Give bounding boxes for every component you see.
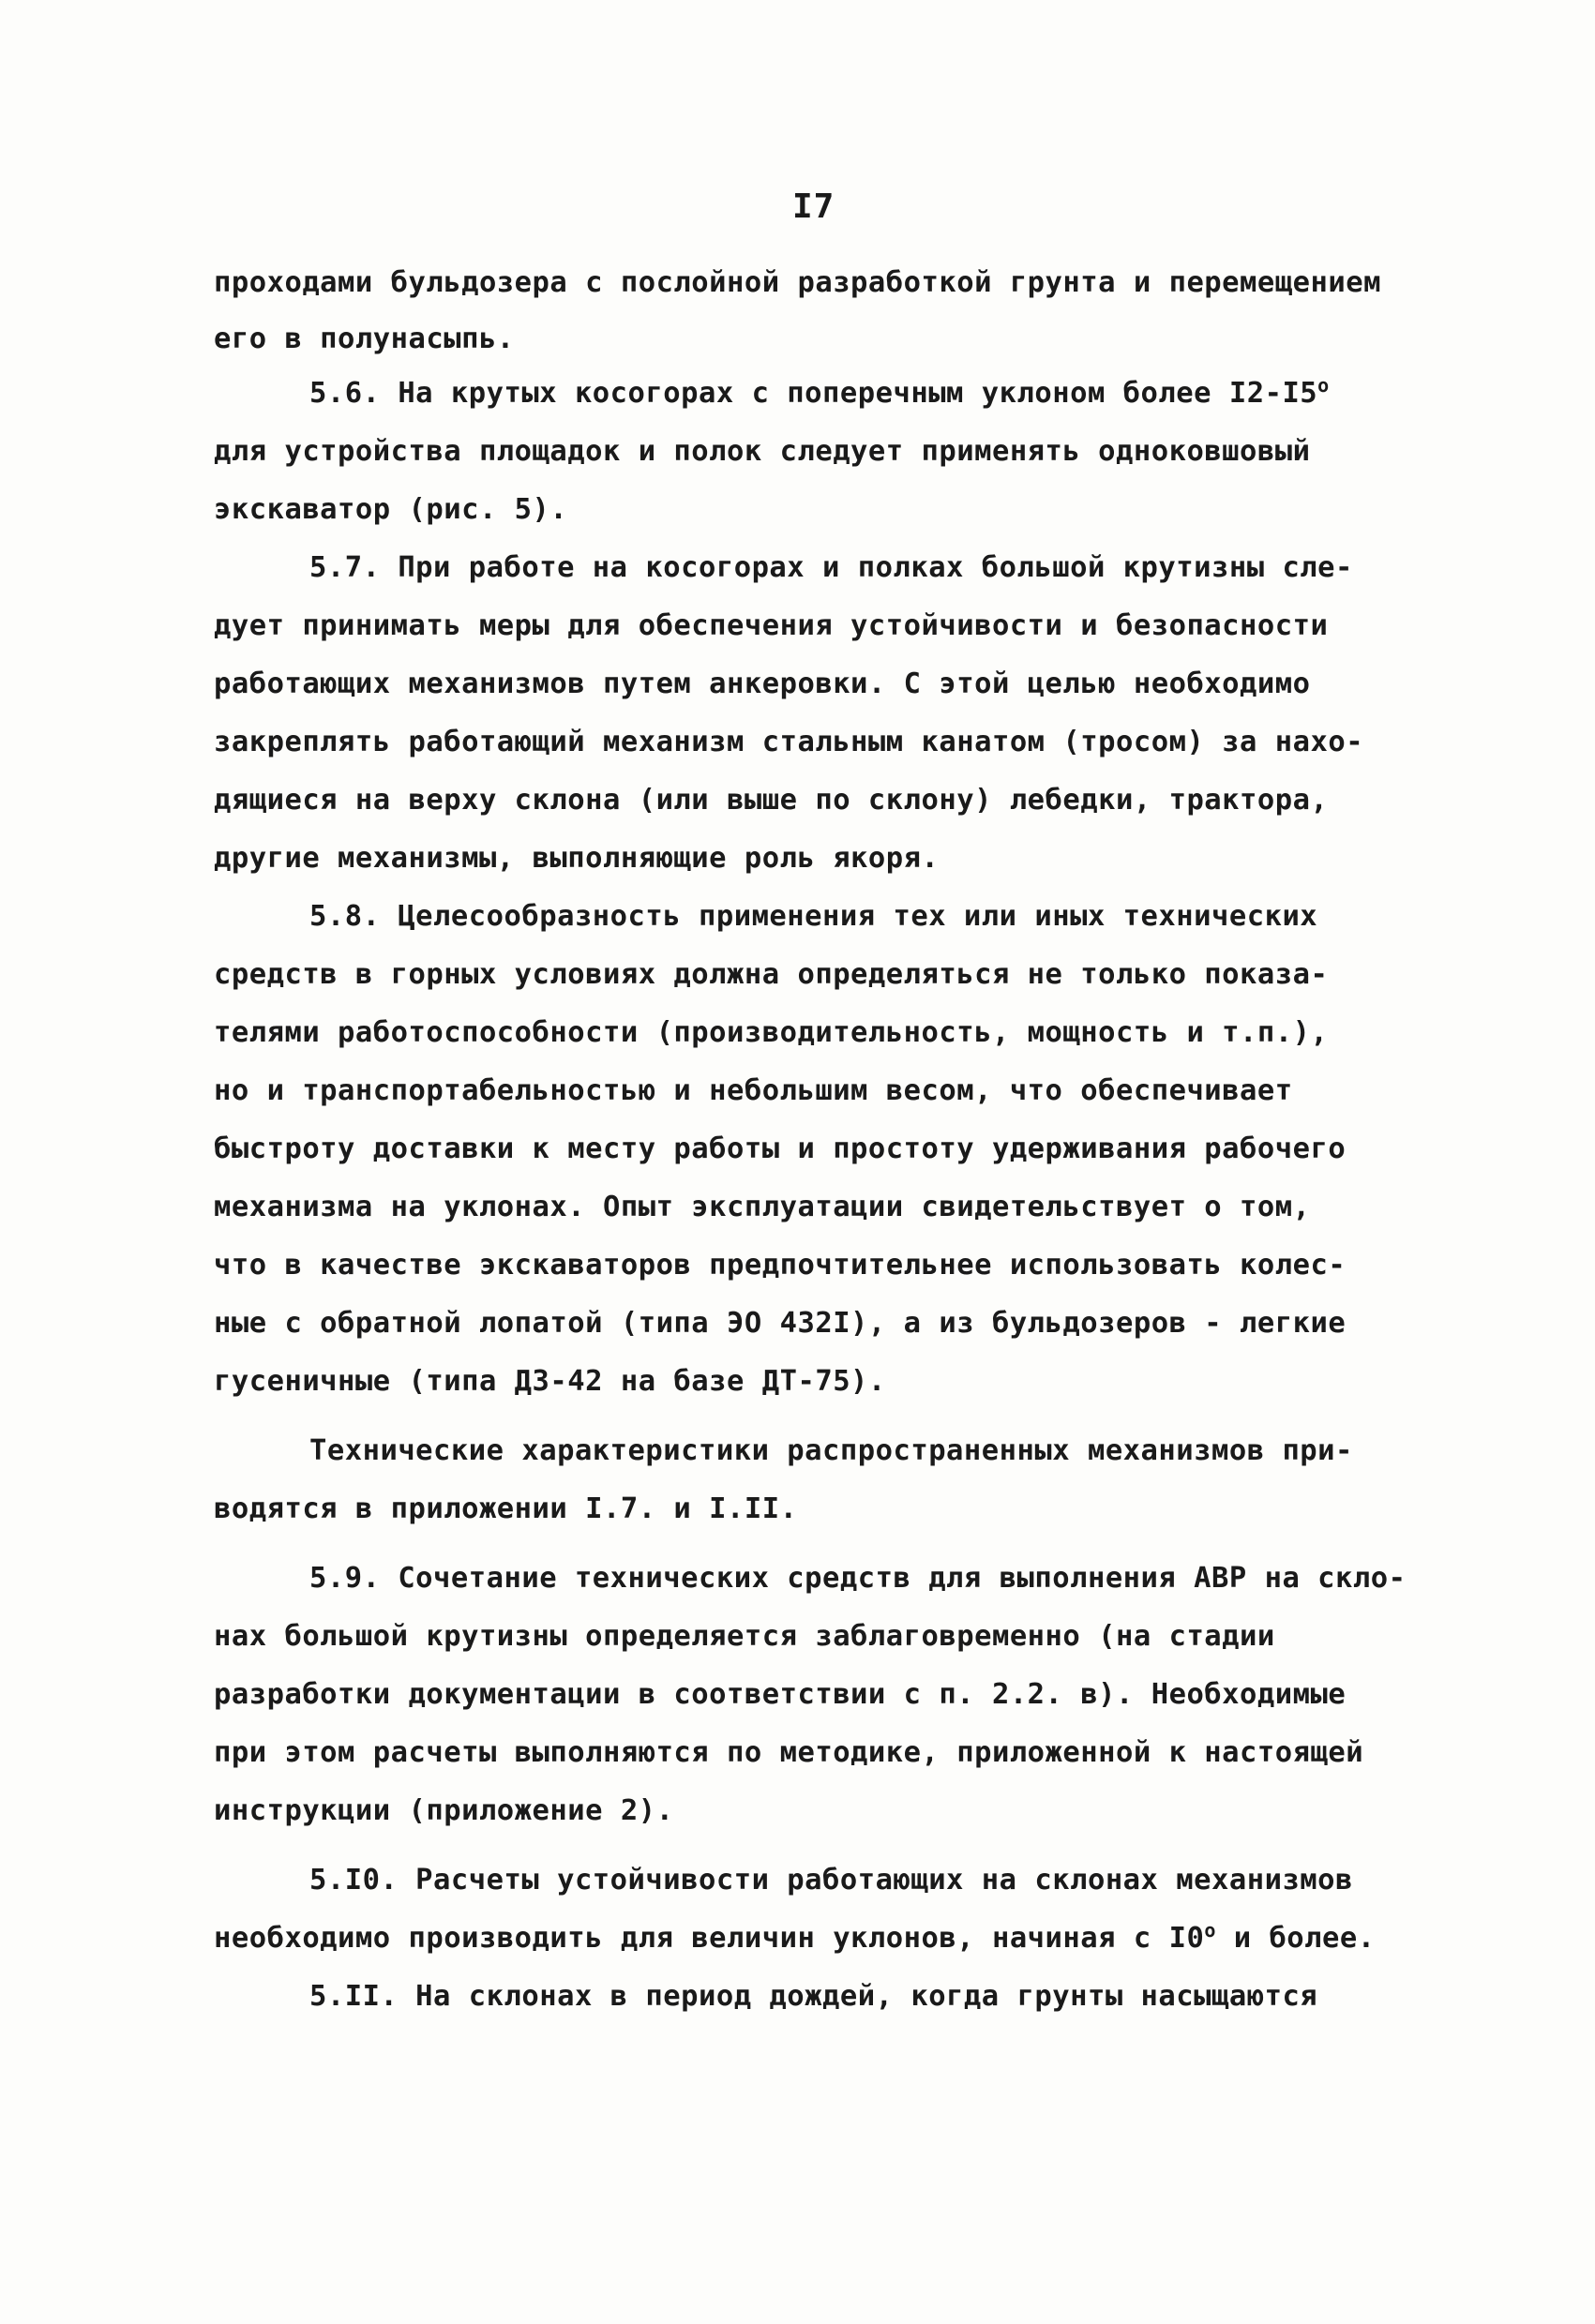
page-number: I7 [792, 187, 835, 226]
text-line: водятся в приложении I.7. и I.II. [214, 1492, 798, 1525]
text-line: телями работоспособности (производительность, мощность и т.п.), [214, 1016, 1329, 1049]
text-line: необходимо производить для величин уклонов, начиная с I0 [214, 1922, 1205, 1955]
text-line: гусеничные (типа ДЗ-42 на базе ДТ-75). [214, 1365, 886, 1398]
text-line: 5.6. На крутых косогорах с поперечным уклоном более I2-I5 [309, 377, 1318, 410]
text-line: средств в горных условиях должна определяться не только показа- [214, 958, 1329, 991]
text-line: ные с обратной лопатой (типа ЭО 432I), а из бульдозеров - легкие [214, 1307, 1347, 1340]
text-line: но и транспортабельностью и небольшим весом, что обеспечивает [214, 1074, 1293, 1107]
text-line: закреплять работающий механизм стальным канатом (тросом) за нахо- [214, 726, 1364, 758]
text-line: работающих механизмов путем анкеровки. С этой целью необходимо [214, 667, 1311, 700]
text-line: дящиеся на верху склона (или выше по склону) лебедки, трактора, [214, 784, 1329, 817]
paragraph-5-10-line [214, 1920, 1433, 1957]
text-line: 5.II. На склонах в период дождей, когда грунты насыщаются [309, 1980, 1318, 2013]
text-line: что в качестве экскаваторов предпочтительнее использовать колес- [214, 1249, 1347, 1282]
text-line: его в полунасыпь. [214, 322, 515, 355]
text-line: 5.I0. Расчеты устойчивости работающих на склонах механизмов [309, 1864, 1353, 1897]
text-line: быстроту доставки к месту работы и простоту удерживания рабочего [214, 1132, 1347, 1165]
text-line: 5.7. При работе на косогорах и полках большой крутизны сле- [309, 551, 1353, 584]
text-line: механизма на уклонах. Опыт эксплуатации свидетельствует о том, [214, 1191, 1311, 1223]
text-line: 5.9. Сочетание технических средств для выполнения АВР на скло- [309, 1562, 1407, 1595]
text-line: разработки документации в соответствии с п. 2.2. в). Необходимые [214, 1678, 1347, 1711]
text-line: и более. [1215, 1922, 1376, 1955]
text-line: другие механизмы, выполняющие роль якоря. [214, 842, 940, 875]
text-line: дует принимать меры для обеспечения устойчивости и безопасности [214, 609, 1329, 642]
text-line: экскаватор (рис. 5). [214, 493, 568, 526]
text-line: нах большой крутизны определяется заблаговременно (на стадии [214, 1620, 1275, 1653]
text-line: для устройства площадок и полок следует применять одноковшовый [214, 435, 1311, 468]
text-line: проходами бульдозера с послойной разработкой грунта и перемещением [214, 266, 1381, 299]
degree-mark: o [1204, 1918, 1216, 1942]
paragraph-5-6-line [309, 375, 1528, 412]
text-line: Технические характеристики распространенных механизмов при- [309, 1434, 1353, 1467]
text-line: инструкции (приложение 2). [214, 1794, 674, 1827]
text-line: при этом расчеты выполняются по методике, приложенной к настоящей [214, 1736, 1364, 1769]
degree-mark: o [1317, 373, 1330, 397]
text-line: 5.8. Целесообразность применения тех или иных технических [309, 900, 1318, 933]
